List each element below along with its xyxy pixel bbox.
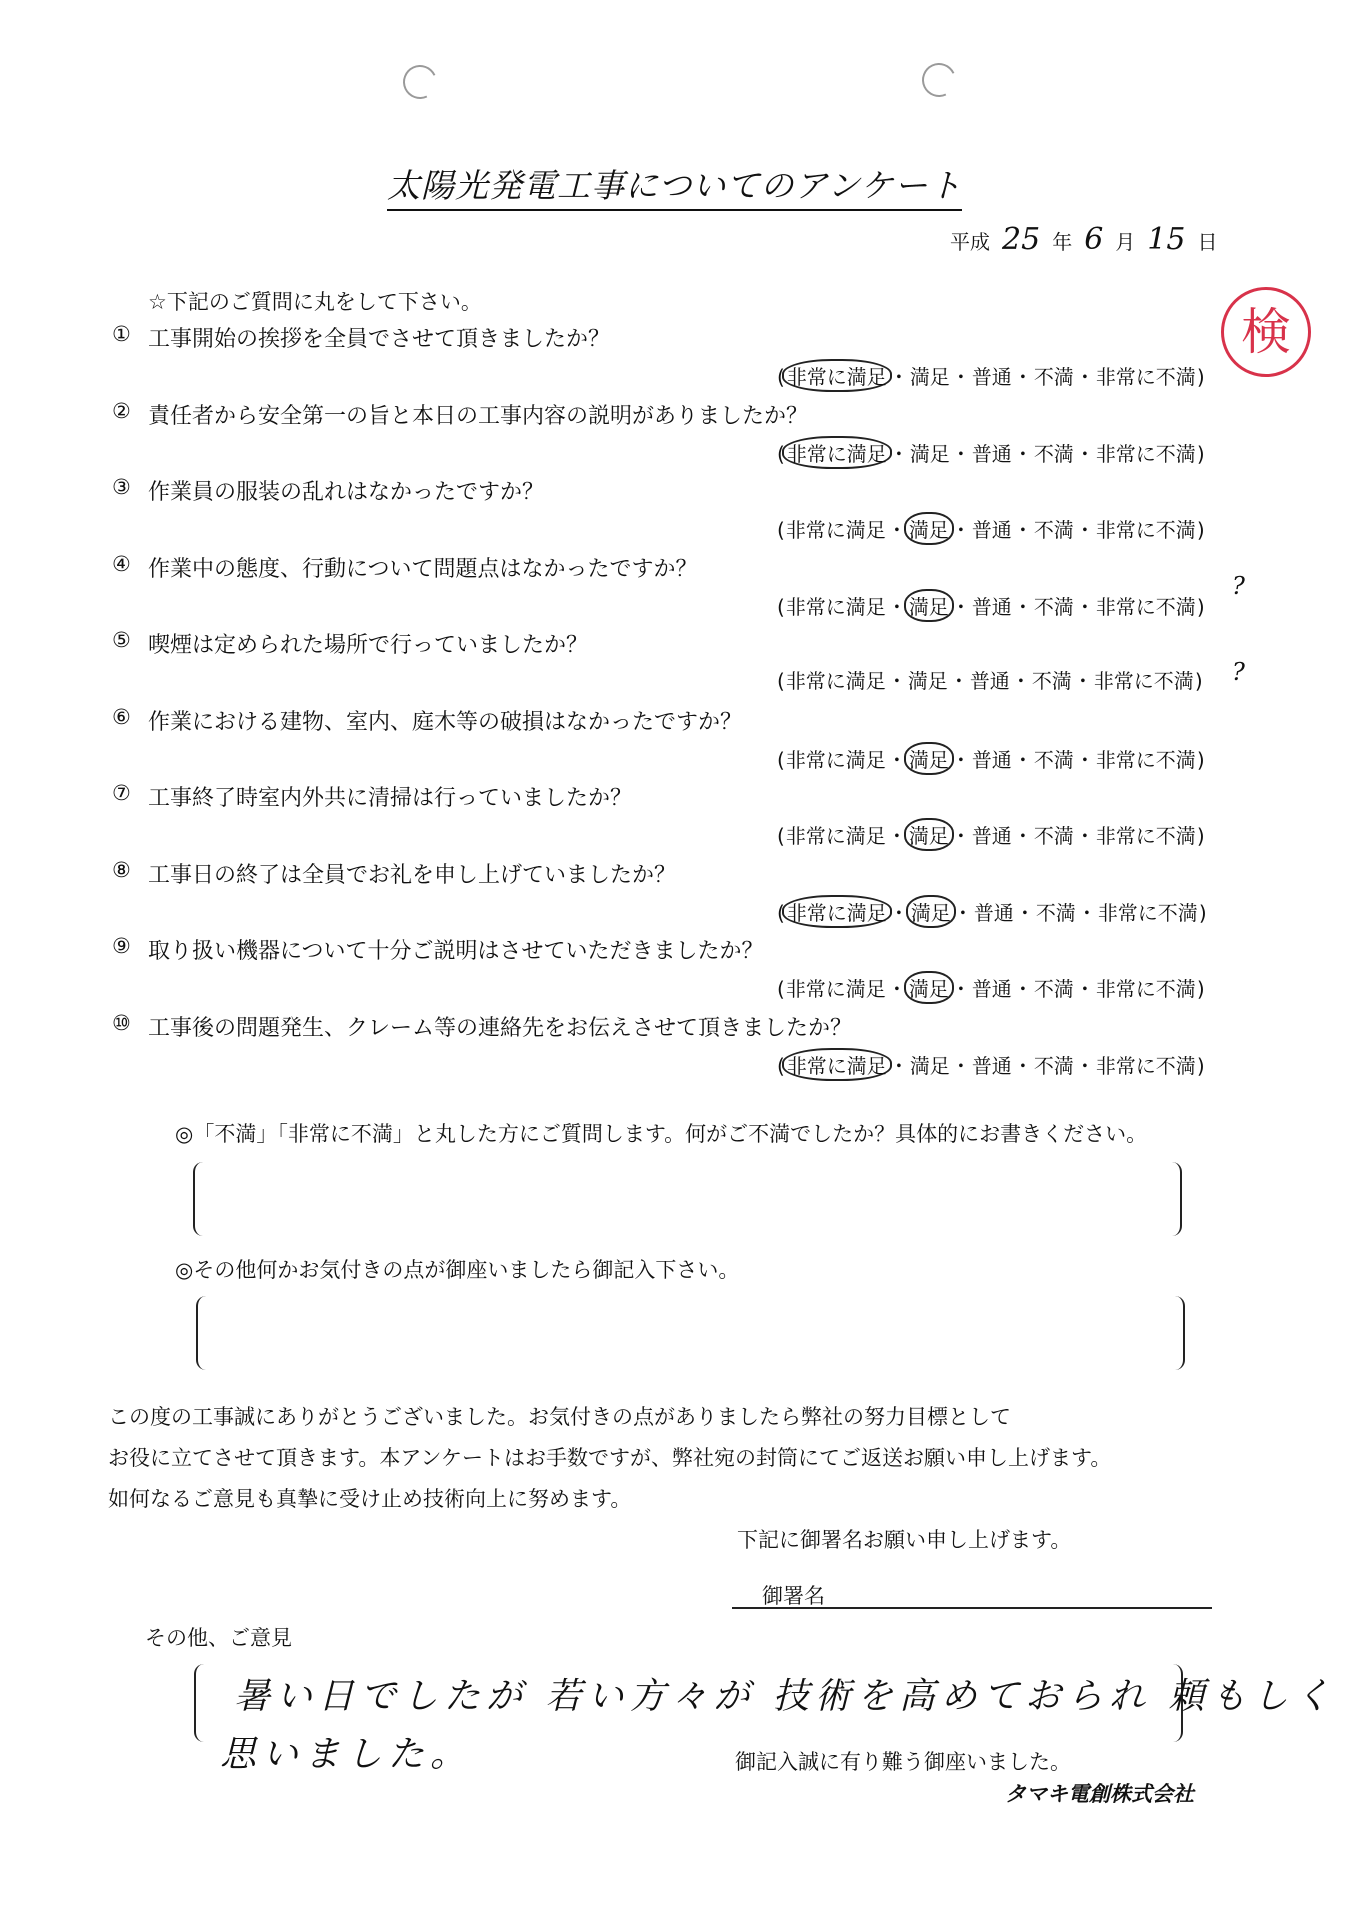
punch-hole-right: [917, 58, 961, 102]
question-9: [112, 934, 1232, 1010]
rating-option[interactable]: 非常に不満: [1095, 747, 1196, 772]
signature-request: 下記に御署名お願い申し上げます。: [737, 1528, 1072, 1552]
rating-option[interactable]: 普通: [971, 594, 1012, 619]
rating-option[interactable]: 非常に満足: [782, 895, 892, 928]
handwritten-question-mark: ?: [1232, 658, 1245, 686]
thanks-text: 御記入誠に有り難う御座いました。: [735, 1750, 1071, 1774]
question-3: [112, 475, 1232, 551]
rating-option[interactable]: 非常に満足: [785, 518, 886, 542]
rating-option[interactable]: 非常に不満: [1095, 824, 1196, 848]
date-year: 25: [1002, 222, 1041, 257]
rating-option[interactable]: 非常に不満: [1095, 977, 1196, 1001]
question-number: ⑨: [112, 934, 131, 958]
rating-option[interactable]: 非常に不満: [1093, 669, 1194, 693]
rating-option[interactable]: 満足: [904, 512, 954, 545]
inspection-seal: 検: [1221, 287, 1311, 377]
rating-option[interactable]: 普通: [971, 824, 1012, 848]
rating-option[interactable]: 普通: [971, 365, 1012, 389]
rating-option[interactable]: 普通: [973, 900, 1014, 925]
rating-option[interactable]: 満足: [904, 589, 954, 622]
question-2: [112, 399, 1232, 475]
question-5: [112, 628, 1245, 704]
rating-option[interactable]: 満足: [909, 365, 950, 389]
question-text: 作業中の態度、行動について問題点はなかったですか？: [148, 556, 698, 582]
question-number: ②: [112, 398, 131, 423]
question-text: 作業における建物、室内、庭木等の破損はなかったですか？: [148, 709, 743, 735]
rating-scale: (非常に満足・満足・普通・不満・非常に不満): [777, 665, 1203, 694]
rating-option[interactable]: 普通: [971, 1053, 1012, 1078]
rating-option[interactable]: 不満: [1033, 518, 1074, 542]
instruction-text: ☆下記のご質問に丸をして下さい。: [148, 290, 482, 314]
question-8: [112, 858, 1232, 934]
question-text: 工事終了時室内外共に清掃は行っていましたか？: [148, 786, 633, 811]
date-month-label: 月: [1115, 230, 1136, 254]
rating-scale: (非常に満足・ 満足 ・普通・不満・非常に不満): [777, 818, 1205, 851]
rating-option[interactable]: 満足: [909, 1053, 950, 1078]
rating-option[interactable]: 満足: [904, 818, 954, 851]
rating-option[interactable]: 不満: [1033, 594, 1074, 619]
rating-option[interactable]: 不満: [1033, 977, 1074, 1001]
question-text: 責任者から安全第一の旨と本日の工事内容の説明がありましたか？: [148, 403, 809, 429]
rating-option[interactable]: 不満: [1031, 669, 1072, 693]
question-text: 工事後の問題発生、クレーム等の連絡先をお伝えさせて頂きましたか？: [148, 1015, 853, 1041]
question-text: 取り扱い機器について十分ご説明はさせていただきましたか？: [148, 939, 764, 964]
question-number: ⑥: [112, 704, 131, 729]
rating-option[interactable]: 満足: [907, 669, 948, 693]
date-era: 平成: [950, 230, 990, 254]
question-number: ⑤: [112, 628, 131, 652]
rating-option[interactable]: 非常に満足: [785, 594, 886, 619]
closing-line-3: 如何なるご意見も真摯に受け止め技術向上に努めます。: [108, 1487, 632, 1511]
question-number: ①: [112, 322, 131, 346]
rating-scale: (非常に満足・ 満足 ・普通・不満・非常に不満): [777, 971, 1205, 1004]
question-6: [112, 705, 1232, 781]
opinion-label: その他、ご意見: [145, 1626, 292, 1650]
rating-option[interactable]: 満足: [904, 971, 954, 1004]
company-name: タマキ電創株式会社: [1005, 1782, 1194, 1806]
survey-title: 太陽光発電工事についてのアンケート: [387, 160, 962, 211]
closing-line-2: お役に立てさせて頂きます。本アンケートはお手数ですが、弊社宛の封筒にてご返送お願い申し上げます。: [108, 1446, 1112, 1470]
rating-option[interactable]: 非常に不満: [1095, 441, 1196, 466]
date-day-label: 日: [1197, 230, 1218, 254]
rating-scale: ( 非常に満足 ・満足・普通・不満・非常に不満): [777, 436, 1205, 469]
rating-scale: (非常に満足・ 満足 ・普通・不満・非常に不満): [777, 512, 1205, 545]
date-year-label: 年: [1052, 230, 1073, 254]
date-day: 15: [1147, 222, 1186, 257]
punch-hole-left: [398, 60, 442, 104]
rating-option[interactable]: 非常に不満: [1097, 900, 1198, 925]
rating-option[interactable]: 非常に不満: [1095, 594, 1196, 619]
question-number: ⑧: [112, 857, 131, 882]
rating-scale: ( 非常に満足 ・満足・普通・不満・非常に不満): [777, 359, 1205, 392]
rating-scale: (非常に満足・ 満足 ・普通・不満・非常に不満): [777, 742, 1205, 775]
question-1: [112, 322, 1232, 398]
rating-option[interactable]: 普通: [969, 669, 1010, 693]
rating-option[interactable]: 非常に満足: [782, 359, 892, 392]
rating-option[interactable]: 非常に満足: [785, 977, 886, 1001]
rating-option[interactable]: 非常に満足: [785, 824, 886, 848]
rating-option[interactable]: 不満: [1033, 747, 1074, 772]
rating-option[interactable]: 満足: [906, 895, 956, 928]
rating-option[interactable]: 普通: [971, 747, 1012, 772]
rating-option[interactable]: 非常に満足: [782, 436, 892, 469]
question-10: [112, 1011, 1232, 1087]
rating-scale: ( 非常に満足 ・ 満足 ・普通・不満・非常に不満): [777, 895, 1207, 928]
question-text: 作業員の服装の乱れはなかったですか？: [148, 480, 545, 505]
rating-option[interactable]: 満足: [904, 742, 954, 775]
rating-option[interactable]: 非常に不満: [1095, 365, 1196, 389]
rating-option[interactable]: 満足: [909, 441, 950, 466]
question-text: 工事日の終了は全員でお礼を申し上げていましたか？: [148, 862, 677, 888]
rating-option[interactable]: 非常に満足: [782, 1048, 892, 1081]
rating-option[interactable]: 不満: [1033, 441, 1074, 466]
dissatisfied-prompt: ◎「不満」「非常に不満」と丸した方にご質問します。何がご不満でしたか？具体的にお書きください。: [175, 1122, 1148, 1146]
handwritten-comment-line-1: 暑い日でしたが 若い方々が 技術を高めておられ 頼もしく: [234, 1676, 1337, 1717]
handwritten-comment-line-2: 思いました。: [220, 1734, 473, 1775]
rating-scale: ( 非常に満足 ・満足・普通・不満・非常に不満): [777, 1048, 1205, 1081]
rating-option[interactable]: 非常に不満: [1095, 1053, 1196, 1078]
rating-scale: (非常に満足・ 満足 ・普通・不満・非常に不満): [777, 589, 1205, 622]
other-prompt: ◎その他何かお気付きの点が御座いましたら御記入下さい。: [175, 1258, 740, 1282]
rating-option[interactable]: 不満: [1035, 900, 1076, 925]
question-4: [112, 551, 1245, 628]
question-number: ⑦: [112, 781, 131, 805]
rating-option[interactable]: 非常に不満: [1095, 518, 1196, 542]
rating-option[interactable]: 不満: [1033, 365, 1074, 389]
closing-line-1: この度の工事誠にありがとうございました。お気付きの点がありましたら弊社の努力目標として: [108, 1405, 1011, 1429]
signature-line[interactable]: [732, 1607, 1212, 1609]
question-text: 喫煙は定められた場所で行っていましたか？: [148, 633, 589, 658]
rating-option[interactable]: 普通: [971, 441, 1012, 466]
other-answer-box[interactable]: [196, 1296, 1185, 1370]
survey-date: [950, 222, 1217, 257]
question-number: ④: [112, 551, 131, 576]
rating-option[interactable]: 普通: [971, 518, 1012, 542]
rating-option[interactable]: 非常に満足: [785, 747, 886, 772]
rating-option[interactable]: 不満: [1033, 824, 1074, 848]
signature-label: 御署名: [762, 1584, 825, 1608]
rating-option[interactable]: 非常に満足: [785, 669, 886, 693]
rating-option[interactable]: 不満: [1033, 1053, 1074, 1078]
question-number: ⑩: [112, 1010, 131, 1035]
date-month: 6: [1084, 222, 1104, 257]
question-number: ③: [112, 475, 131, 499]
rating-option[interactable]: 普通: [971, 977, 1012, 1001]
question-text: 工事開始の挨拶を全員でさせて頂きましたか？: [148, 327, 611, 352]
question-7: [112, 781, 1232, 857]
handwritten-question-mark: ?: [1232, 571, 1245, 600]
dissatisfied-answer-box[interactable]: [193, 1162, 1182, 1236]
